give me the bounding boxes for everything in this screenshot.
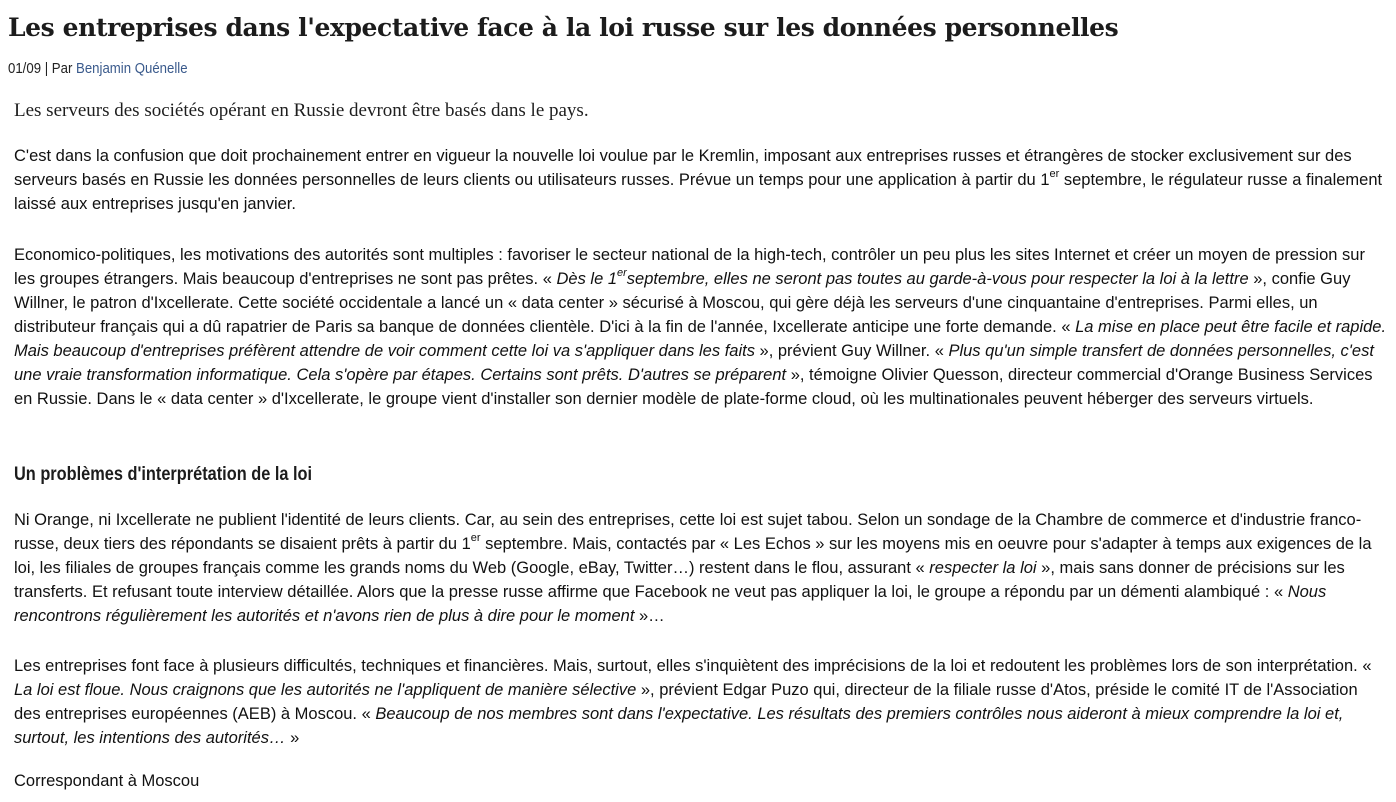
paragraph-2 [14, 243, 1388, 411]
byline [8, 59, 188, 79]
ordinal-superscript: er [617, 266, 627, 279]
quote-respecter-la-loi: respecter la loi [929, 559, 1037, 577]
ordinal-superscript: er [470, 531, 481, 544]
ordinal-superscript: er [1049, 167, 1060, 180]
paragraph-2-text-b: », confie Guy Willner, le patron d'Ixcellerate. Cette société occidentale a lancé un « data center » sécurisé à Moscou, qui gère déjà les serveurs d'une cinquantaine d'entreprises. Parmi elles, un distributeur français qui a dû rapatrier de Paris sa banque de données clientèle. D'ici à la fin de l'année, Ixcellerate anticipe une forte demande. « [14, 270, 1351, 336]
quote-puzo-1: La loi est floue. Nous craignons que les autorités ne l'appliquent de manière sélective [14, 681, 637, 699]
paragraph-1-text-b: septembre, le régulateur russe a finalement laissé aux entreprises jusqu'en janvier. [14, 171, 1383, 213]
paragraph-1 [14, 144, 1388, 216]
paragraph-3-text-d: »… [634, 607, 665, 625]
quote-willner-1-text-b: septembre, elles ne seront pas toutes au garde-à-vous pour respecter la loi à la lettre [626, 270, 1249, 288]
quote-willner-1 [556, 266, 1249, 288]
paragraph-3 [14, 508, 1388, 628]
paragraph-4 [14, 654, 1388, 750]
paragraph-4-text-b: », prévient Edgar Puzo qui, directeur de la filiale russe d'Atos, préside le comité IT de l'Association des entreprises européennes (AEB) à Moscou. « [14, 681, 1358, 723]
quote-willner-1-text-a: Dès le 1 [556, 270, 618, 288]
paragraph-2-text-c: », prévient Guy Willner. « [754, 342, 949, 360]
paragraph-4-text-c: » [285, 729, 300, 747]
article-title: Les entreprises dans l'expectative face à la loi russe sur les données personnelles [8, 13, 1119, 42]
paragraph-2-text-a: Economico-politiques, les motivations des autorités sont multiples : favoriser le secteur national de la high-tech, contrôler un peu plus les sites Internet et créer un moyen de pression sur les groupes étrangers. Mais beaucoup d'entreprises ne sont pas prêtes. « [14, 246, 1365, 288]
sign-off: Correspondant à Moscou [14, 772, 200, 790]
publish-date: 01/09 [8, 60, 42, 77]
paragraph-1-text-a: C'est dans la confusion que doit prochainement entrer en vigueur la nouvelle loi voulue par le Kremlin, imposant aux entreprises russes et étrangères de stocker exclusivement sur des serveurs basés en Russie les données personnelles de leurs clients ou utilisateurs russes. Prévue un temps pour une application à partir du 1 [14, 147, 1352, 189]
paragraph-3-text-c: », mais sans donner de précisions sur les transferts. Et refusant toute interview détaillée. Alors que la presse russe affirme que Facebook ne veut pas appliquer la loi, le groupe a répondu par un démenti alambiqué : « [14, 559, 1345, 601]
paragraph-4-text-a: Les entreprises font face à plusieurs difficultés, techniques et financières. Mais, surtout, elles s'inquiètent des imprécisions de la loi et redoutent les problèmes lors de son interprétation. « [14, 657, 1372, 675]
quote-facebook: Nous rencontrons régulièrement les autorités et n'avons rien de plus à dire pour le moment [14, 583, 1327, 625]
quote-puzo-2: Beaucoup de nos membres sont dans l'expectative. Les résultats des premiers contrôles nous aideront à mieux comprendre la loi et, surtout, les intentions des autorités… [14, 705, 1344, 747]
paragraph-2-text-d: », témoigne Olivier Quesson, directeur commercial d'Orange Business Services en Russie. Dans le « data center » d'Ixcellerate, le groupe vient d'installer son dernier modèle de plate-forme cloud, où les multinationales peuvent héberger des serveurs virtuels. [14, 366, 1373, 408]
quote-quesson: Plus qu'un simple transfert de données personnelles, c'est une vraie transformation informatique. Cela s'opère par étapes. Certains sont prêts. D'autres se préparent [14, 342, 1374, 384]
article-lead: Les serveurs des sociétés opérant en Russie devront être basés dans le pays. [14, 100, 589, 121]
paragraph-3-text-b: septembre. Mais, contactés par « Les Echos » sur les moyens mis en oeuvre pour s'adapter à temps aux exigences de la loi, les filiales de groupes français comme les grands noms du Web (Google, eBay, Twitter…) restent dans le flou, assurant « [14, 535, 1372, 577]
section-subheading: Un problèmes d'interprétation de la loi [14, 464, 313, 485]
byline-separator: | Par [41, 60, 77, 77]
author-link[interactable]: Benjamin Quénelle [76, 60, 188, 77]
paragraph-3-text-a: Ni Orange, ni Ixcellerate ne publient l'identité de leurs clients. Car, au sein des entreprises, cette loi est sujet tabou. Selon un sondage de la Chambre de commerce et d'industrie franco-russe, deux tiers des répondants se disaient prêts à partir du 1 [14, 511, 1362, 553]
quote-willner-2: La mise en place peut être facile et rapide. Mais beaucoup d'entreprises préfèrent attendre de voir comment cette loi va s'appliquer dans les faits [14, 318, 1387, 360]
